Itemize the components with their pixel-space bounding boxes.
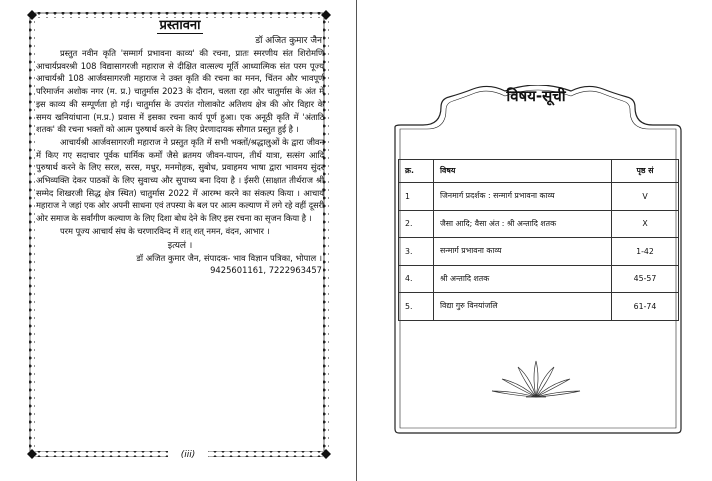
toc-header-row [399, 160, 679, 183]
table-row [399, 293, 679, 321]
table-row [399, 183, 679, 211]
header-page: पृष्ठ सं [612, 160, 679, 183]
row-subject: विद्या गुरु विनयांजलि [434, 293, 612, 321]
table-row [399, 210, 679, 238]
preface-paragraph-2: आचार्यश्री आर्जवसागरजी महाराज ने प्रस्तुत कृति में सभी भक्तों/श्रद्धालुओं के द्वारा जीवन में किए गए सदाचार पूर्वक धार्मिक कर्मों जैसे ब्रतमय जीवन-यापन, तीर्थ यात्रा, सत्संग आदि पुरुषार्थ करने के लिए सरल, सरस, मधुर, मनमोहक, सुबोध, प्रवाहमय भाषा द्वारा भावमय सुंदर अभिव्यक्ति देकर पाठकों के लिए सुवाच्य और सुपाच्य बना दिया है । ईसरी (साक्षात तीर्थराज श्री सम्मेद शिखरजी सिद्ध क्षेत्र स्थित) चातुर्मास 2022 में आरम्भ करने का संकल्प किया । आचार्य महाराज ने जहां एक ओर अपनी साधना एवं तपस्या के बल पर आत्म कल्याण में लगे रहे वहीं दूसरी ओर समाज के सर्वांगीण कल्याण के लिए दिशा बोध देने के लिए इस रचना का सृजन किया है । [36, 136, 324, 224]
row-page: X [612, 210, 679, 238]
table-row [399, 238, 679, 266]
row-subject: जैसा आदि; वैसा अंत : श्री अन्तादि शतक [434, 210, 612, 238]
row-subject: श्री अन्तादि शतक [434, 265, 612, 293]
toc-table [398, 159, 679, 321]
toc-title: विषय-सूची [506, 87, 566, 105]
page-number: (iii) [168, 449, 208, 461]
preface-content [36, 18, 324, 276]
header-subject: विषय [434, 160, 612, 183]
row-sn: 2. [399, 210, 434, 238]
header-sn: क्र. [399, 160, 434, 183]
phone-numbers: 9425601161, 7222963457 [210, 264, 322, 275]
preface-title: प्रस्तावना [159, 18, 201, 33]
row-sn: 3. [399, 238, 434, 266]
preface-paragraph-3: परम पूज्य आचार्य संघ के चरणारविन्द में शत् शत् नमन, वंदन, आभार । [60, 225, 270, 236]
row-subject: जिनमार्ग प्रदर्शक : सन्मार्ग प्रभावना काव्य [434, 183, 612, 211]
row-sn: 5. [399, 293, 434, 321]
row-sn: 4. [399, 265, 434, 293]
page-divider [356, 0, 357, 481]
row-page: 45-57 [612, 265, 679, 293]
closing-text: इत्यलं । [167, 240, 193, 251]
row-page: 61-74 [612, 293, 679, 321]
lotus-ornament-icon [486, 359, 586, 403]
row-sn: 1 [399, 183, 434, 211]
signature-line: डॉ अजित कुमार जैन, संपादक- भाव विज्ञान पत्रिका, भोपाल । [136, 252, 322, 263]
row-page: 1-42 [612, 238, 679, 266]
row-page: V [612, 183, 679, 211]
row-subject: सन्मार्ग प्रभावना काव्य [434, 238, 612, 266]
author-name-top: डॉ अजित कुमार जैन [255, 36, 322, 46]
preface-paragraph-1: प्रस्तुत नवीन कृति 'सम्मार्ग प्रभावना काव्य' की रचना, प्रातः स्मरणीय संत शिरोमणि आचार्यप्रवरश्री 108 विद्यासागरजी महाराज से दीक्षित वात्सल्य मूर्ति आध्यात्मिक संत परम पूज्य आचार्यश्री 108 आर्जवसागरजी महाराज ने उक्त कृति की रचना का मनन, चिंतन और भावपूर्ण परिमार्जन अशोक नगर (म. प्र.) चातुर्मास 2023 के दौरान, चलता रहा और चातुर्मास के अंत में इस काव्य की सम्पूर्णता हो गई। चातुर्मास के उपरांत गोलाकोट अतिशय क्षेत्र की ओर विहार के समय खनियांधाना (म.प्र.) प्रवास में इसका रचना कार्य पूर्ण हुआ। एक अनूठी कृति में 'अंताटि शतक' की रचना भक्तों को आत्म पुरुषार्थ करने के लिए प्रेरणादायक सौगात प्रस्तुत हुई है । [36, 48, 324, 135]
table-row [399, 265, 679, 293]
